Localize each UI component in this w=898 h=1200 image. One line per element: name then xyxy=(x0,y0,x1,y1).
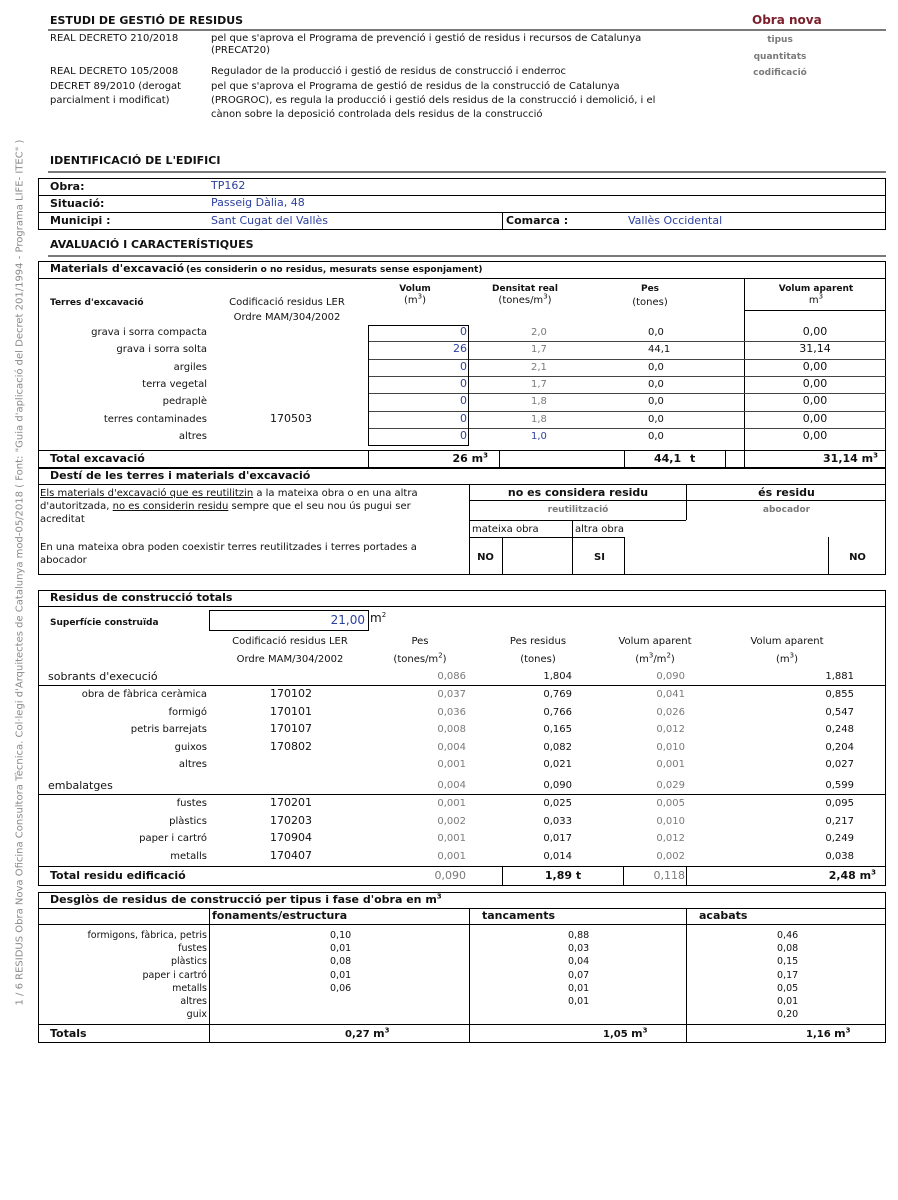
constr-row-pr: 0,082 xyxy=(543,741,572,753)
desglos-h1: fonaments/estructura xyxy=(212,909,348,922)
reutilitzacio-label: reutilització xyxy=(547,505,609,515)
excav-row-va: 0,00 xyxy=(802,394,828,407)
constr-row-pr: 0,021 xyxy=(543,759,572,770)
excav-row-pes: 0,0 xyxy=(648,431,664,442)
mateixa-obra-value: NO xyxy=(477,552,494,563)
constr-row-va: 0,010 xyxy=(656,815,685,827)
excav-row-code: 170503 xyxy=(270,412,312,425)
desglos-row-acabats: 0,17 xyxy=(777,970,799,981)
constr-row-va: 0,026 xyxy=(656,706,685,718)
row-divider xyxy=(38,794,886,795)
obra-value: TP162 xyxy=(211,179,246,192)
page-title: ESTUDI DE GESTIÓ DE RESIDUS xyxy=(50,14,244,27)
desglos-row-tancaments: 0,01 xyxy=(568,996,590,1007)
constr-group-pes: 0,004 xyxy=(437,780,466,791)
side-note: 1 / 6 RESIDUS Obra Nova Oficina Consultora Tècnica. Col·legi d'Arquitectes de Catalunya mod-05/2018 ( Font: "Guia d'aplicació del Decret 201/1994 - Programa LIFE- ITEC" ) xyxy=(14,139,26,1006)
h-pr1: Pes residus xyxy=(509,636,567,647)
constr-row-name: formigó xyxy=(168,706,207,718)
excav-row-va: 0,00 xyxy=(802,360,828,373)
situacio-label: Situació: xyxy=(50,197,105,210)
constr-row-vb: 0,855 xyxy=(825,689,854,700)
h-va2: $(m^3/m^2)$ xyxy=(635,651,675,665)
excav-row-vol: 26 xyxy=(453,342,467,355)
col-cod2: Ordre MAM/304/2002 xyxy=(233,312,341,323)
excav-total-vol: 26 $m^3$ xyxy=(452,451,488,465)
excav-total-pes-unit: t xyxy=(690,452,696,465)
excav-row-pes: 0,0 xyxy=(648,414,664,425)
constr-row-code: 170802 xyxy=(270,739,312,753)
comarca-value: Vallès Occidental xyxy=(628,214,723,227)
desglos-row-acabats: 0,15 xyxy=(777,956,799,967)
col-cod1: Codificació residus LER xyxy=(229,297,345,308)
excav-total-label: Total excavació xyxy=(50,452,145,465)
h-cod1: Codificació residus LER xyxy=(232,636,348,647)
constr-row-code: 170107 xyxy=(270,722,312,735)
constr-row-pes: 0,001 xyxy=(437,759,466,770)
col-dens-unit: $(tones/m^3)$ xyxy=(498,292,552,306)
es-residu-header: és residu xyxy=(758,486,815,499)
excav-row-pes: 0,0 xyxy=(648,396,664,407)
municipi-value: Sant Cugat del Vallès xyxy=(211,214,329,227)
excav-row-dens: 1,7 xyxy=(531,379,547,390)
constr-row-pr: 0,165 xyxy=(543,724,572,735)
constr-row-pes: 0,037 xyxy=(437,689,466,700)
col-dens: Densitat real xyxy=(492,284,558,294)
constr-row-va: 0,041 xyxy=(656,689,685,700)
h-pes1: Pes xyxy=(411,636,429,647)
ident-box xyxy=(38,178,886,230)
excav-row-name: terres contaminades xyxy=(103,414,207,425)
mateixa-obra-label: mateixa obra xyxy=(472,524,539,535)
law-code: DECRET 89/2010 (derogat xyxy=(50,81,182,92)
excav-row-name: grava i sorra solta xyxy=(116,344,207,355)
desti-text: d'autoritzada, no es considerin residu sempre que el seu nou ús pugui ser xyxy=(40,501,411,512)
col-va-unit: $m^3$ xyxy=(808,292,824,306)
col-vol-unit: $(m^3)$ xyxy=(403,292,427,306)
desglos-row-acabats: 0,01 xyxy=(777,996,799,1007)
constr-row-pr: 0,017 xyxy=(543,833,572,844)
law-desc: (PRECAT20) xyxy=(211,45,270,56)
desglos-row-fonaments: 0,01 xyxy=(330,970,352,981)
constr-row-va: 0,012 xyxy=(656,724,685,735)
total-acabats: 1,16 $m^3$ xyxy=(806,1026,851,1040)
desglos-row-name: metalls xyxy=(172,983,207,994)
h-pr2: (tones) xyxy=(520,654,556,665)
constr-group-va: 0,090 xyxy=(656,671,685,682)
law-desc: pel que s'aprova el Programa de gestió de residus de la construcció de Catalunya xyxy=(211,81,620,92)
excav-row-dens: 2,1 xyxy=(531,362,547,373)
ident-heading: IDENTIFICACIÓ DE L'EDIFICI xyxy=(50,154,221,167)
excav-row-pes: 0,0 xyxy=(648,362,664,373)
constr-row-pr: 0,769 xyxy=(543,689,572,700)
excav-row-name: pedraplè xyxy=(162,396,207,407)
constr-row-vb: 0,204 xyxy=(825,741,854,753)
desglos-row-name: guix xyxy=(186,1009,207,1020)
excav-row-name: altres xyxy=(178,431,207,442)
constr-title: Residus de construcció totals xyxy=(50,591,233,604)
desglos-row-tancaments: 0,01 xyxy=(568,983,590,994)
constr-row-code: 170101 xyxy=(270,704,312,718)
constr-row-vb: 0,095 xyxy=(825,798,854,809)
desglos-title: Desglòs de residus de construcció per tipus i fase d'obra en $m^3$ xyxy=(50,892,442,906)
desglos-row-name: plàstics xyxy=(171,956,207,967)
constr-group-name: embalatges xyxy=(48,779,113,792)
law-desc: Regulador de la producció i gestió de residus de construcció i enderroc xyxy=(211,66,566,77)
col-pes-unit: (tones) xyxy=(632,297,668,308)
constr-group-pes: 0,086 xyxy=(437,671,466,682)
constr-row-pr: 0,033 xyxy=(543,815,572,827)
constr-row-pr: 0,766 xyxy=(543,706,572,718)
excav-row-vol: 0 xyxy=(460,325,467,338)
constr-total-pes: 0,090 xyxy=(434,869,466,882)
constr-row-va: 0,001 xyxy=(656,759,685,770)
constr-row-va: 0,010 xyxy=(656,741,685,753)
excav-total-pes: 44,1 xyxy=(654,452,682,465)
desglos-row-tancaments: 0,07 xyxy=(568,970,590,981)
constr-row-name: metalls xyxy=(170,850,207,862)
constr-row-va: 0,005 xyxy=(656,798,685,809)
desglos-row-name: formigons, fàbrica, petris xyxy=(87,930,207,941)
constr-row-vb: 0,217 xyxy=(825,815,854,827)
desglos-row-fonaments: 0,01 xyxy=(330,943,352,954)
excav-row-vol: 0 xyxy=(460,429,467,442)
excav-row-dens: 2,0 xyxy=(531,327,547,338)
excav-row-pes: 44,1 xyxy=(648,344,671,355)
constr-row-vb: 0,038 xyxy=(825,850,854,862)
constr-group-pr: 0,090 xyxy=(543,780,572,791)
law-code: parcialment i modificat) xyxy=(50,95,170,106)
desglos-row-fonaments: 0,10 xyxy=(330,930,352,941)
constr-row-pes: 0,004 xyxy=(437,741,466,753)
excav-row-va: 0,00 xyxy=(802,429,828,442)
constr-row-pes: 0,036 xyxy=(437,706,466,718)
volum-input-box xyxy=(368,325,469,446)
desglos-h2: tancaments xyxy=(482,909,556,922)
law-desc: (PROGROC), es regula la producció i gestió dels residus de la construcció i demolició, i el xyxy=(211,95,656,106)
total-tancaments: 1,05 $m^3$ xyxy=(603,1026,648,1040)
desglos-row-acabats: 0,08 xyxy=(777,943,799,954)
constr-row-code: 170201 xyxy=(270,796,312,809)
abocador-value: NO xyxy=(849,552,866,563)
constr-row-va: 0,002 xyxy=(656,850,685,862)
law-desc: cànon sobre la deposició controlada dels residus de la construcció xyxy=(211,109,543,120)
constr-row-name: plàstics xyxy=(169,815,207,827)
desglos-row-fonaments: 0,08 xyxy=(330,956,352,967)
sup-value: 21,00 xyxy=(330,613,365,627)
constr-total-va: 0,118 xyxy=(653,869,685,882)
h-cod2: Ordre MAM/304/2002 xyxy=(236,654,344,665)
obra-label: Obra: xyxy=(50,180,85,193)
excav-title: Materials d'excavació xyxy=(50,262,185,275)
constr-total-vb: 2,48 $m^3$ xyxy=(828,868,876,882)
desti-text: acreditat xyxy=(40,514,85,525)
constr-row-vb: 0,248 xyxy=(825,724,854,735)
tag-tipus: tipus xyxy=(767,35,793,45)
h-vb2: $(m^3)$ xyxy=(775,651,799,665)
constr-group-vb: 0,599 xyxy=(825,780,854,791)
obra-nova-label: Obra nova xyxy=(752,13,822,27)
constr-row-name: altres xyxy=(178,759,207,770)
desglos-row-acabats: 0,46 xyxy=(777,930,799,941)
constr-row-pes: 0,001 xyxy=(437,798,466,809)
constr-group-name: sobrants d'execució xyxy=(48,670,158,683)
desglos-row-name: altres xyxy=(180,996,207,1007)
desglos-row-tancaments: 0,04 xyxy=(568,956,590,967)
constr-row-name: obra de fàbrica ceràmica xyxy=(81,689,207,700)
constr-row-pr: 0,025 xyxy=(543,798,572,809)
desti-title: Destí de les terres i materials d'excavació xyxy=(50,469,311,482)
constr-row-code: 170407 xyxy=(270,848,312,862)
sup-label: Superfície construïda xyxy=(50,618,159,628)
constr-row-pes: 0,001 xyxy=(437,833,466,844)
constr-group-vb: 1,881 xyxy=(825,671,854,682)
col-pes: Pes xyxy=(640,284,660,294)
excav-row-dens: 1,8 xyxy=(531,396,547,407)
excav-row-pes: 0,0 xyxy=(648,379,664,390)
total-fonaments: 0,27 $m^3$ xyxy=(345,1026,390,1040)
constr-row-name: guixos xyxy=(174,741,207,753)
desti-text: Els materials d'excavació que es reutilitzin a la mateixa obra o en una altra xyxy=(40,488,418,499)
col-vol: Volum xyxy=(399,284,431,294)
excav-row-name: argiles xyxy=(173,362,207,373)
aval-heading: AVALUACIÓ I CARACTERÍSTIQUES xyxy=(50,238,254,251)
desglos-row-acabats: 0,20 xyxy=(777,1009,799,1020)
constr-total-label: Total residu edificació xyxy=(50,869,186,882)
constr-row-code: 170102 xyxy=(270,687,312,700)
desti-text: En una mateixa obra poden coexistir terres reutilitzades i terres portades a xyxy=(40,542,417,553)
excav-row-vol: 0 xyxy=(460,412,467,425)
desglos-row-name: fustes xyxy=(178,943,207,954)
constr-row-code: 170904 xyxy=(270,831,312,844)
law-code: REAL DECRETO 210/2018 xyxy=(50,33,179,44)
desglos-row-tancaments: 0,88 xyxy=(568,930,590,941)
constr-row-pr: 0,014 xyxy=(543,850,572,862)
no-residu-header: no es considera residu xyxy=(507,486,649,499)
excav-row-va: 0,00 xyxy=(802,412,828,425)
excav-row-dens: 1,8 xyxy=(531,414,547,425)
tag-quantitats: quantitats xyxy=(753,52,807,62)
col-va: Volum aparent xyxy=(778,284,854,294)
constr-row-pes: 0,008 xyxy=(437,724,466,735)
excav-row-dens: 1,7 xyxy=(531,344,547,355)
constr-group-va: 0,029 xyxy=(656,780,685,791)
desglos-row-tancaments: 0,03 xyxy=(568,943,590,954)
municipi-label: Municipi : xyxy=(50,214,111,227)
excav-row-pes: 0,0 xyxy=(648,327,664,338)
desglos-row-fonaments: 0,06 xyxy=(330,983,352,994)
excav-row-dens: 1,0 xyxy=(531,431,547,442)
law-code: REAL DECRETO 105/2008 xyxy=(50,66,179,77)
constr-row-code: 170203 xyxy=(270,813,312,827)
excav-title-note: (es considerin o no residus, mesurats sense esponjament) xyxy=(186,265,483,275)
constr-row-vb: 0,547 xyxy=(825,706,854,718)
totals-label: Totals xyxy=(50,1027,87,1040)
excav-row-vol: 0 xyxy=(460,377,467,390)
desglos-row-name: paper i cartró xyxy=(142,970,207,981)
excav-row-vol: 0 xyxy=(460,360,467,373)
col-terres: Terres d'excavació xyxy=(50,298,144,308)
constr-row-name: fustes xyxy=(176,798,207,809)
excav-row-va: 31,14 xyxy=(799,342,831,355)
row-divider xyxy=(38,685,886,686)
situacio-value: Passeig Dàlia, 48 xyxy=(211,196,305,209)
constr-row-pes: 0,002 xyxy=(437,815,466,827)
excav-row-va: 0,00 xyxy=(802,325,828,338)
excav-row-va: 0,00 xyxy=(802,377,828,390)
constr-group-pr: 1,804 xyxy=(543,671,572,682)
desglos-row-acabats: 0,05 xyxy=(777,983,799,994)
constr-row-vb: 0,249 xyxy=(825,833,854,844)
excav-row-vol: 0 xyxy=(460,394,467,407)
constr-row-va: 0,012 xyxy=(656,833,685,844)
abocador-label: abocador xyxy=(762,505,811,515)
comarca-label: Comarca : xyxy=(506,214,569,227)
desti-text: abocador xyxy=(40,555,87,566)
law-desc: pel que s'aprova el Programa de prevenció i gestió de residus i recursos de Catalunya xyxy=(211,33,642,44)
constr-row-vb: 0,027 xyxy=(825,759,854,770)
constr-total-pr: 1,89 t xyxy=(544,869,582,882)
desglos-h3: acabats xyxy=(699,909,748,922)
excav-total-va: 31,14 $m^3$ xyxy=(823,451,878,465)
altra-obra-label: altra obra xyxy=(575,524,624,535)
h-pes2: $(tones/m^2)$ xyxy=(393,651,447,665)
h-vb1: Volum aparent xyxy=(750,636,824,647)
constr-row-name: petris barrejats xyxy=(130,724,207,735)
sup-unit: $m^2$ xyxy=(370,611,387,625)
constr-row-name: paper i cartró xyxy=(139,833,207,844)
excav-row-name: grava i sorra compacta xyxy=(91,327,207,338)
excav-row-name: terra vegetal xyxy=(142,379,207,390)
tag-codificacio: codificació xyxy=(753,68,807,78)
h-va1: Volum aparent xyxy=(618,636,692,647)
constr-row-pes: 0,001 xyxy=(437,850,466,862)
altra-obra-value: SI xyxy=(594,552,605,563)
